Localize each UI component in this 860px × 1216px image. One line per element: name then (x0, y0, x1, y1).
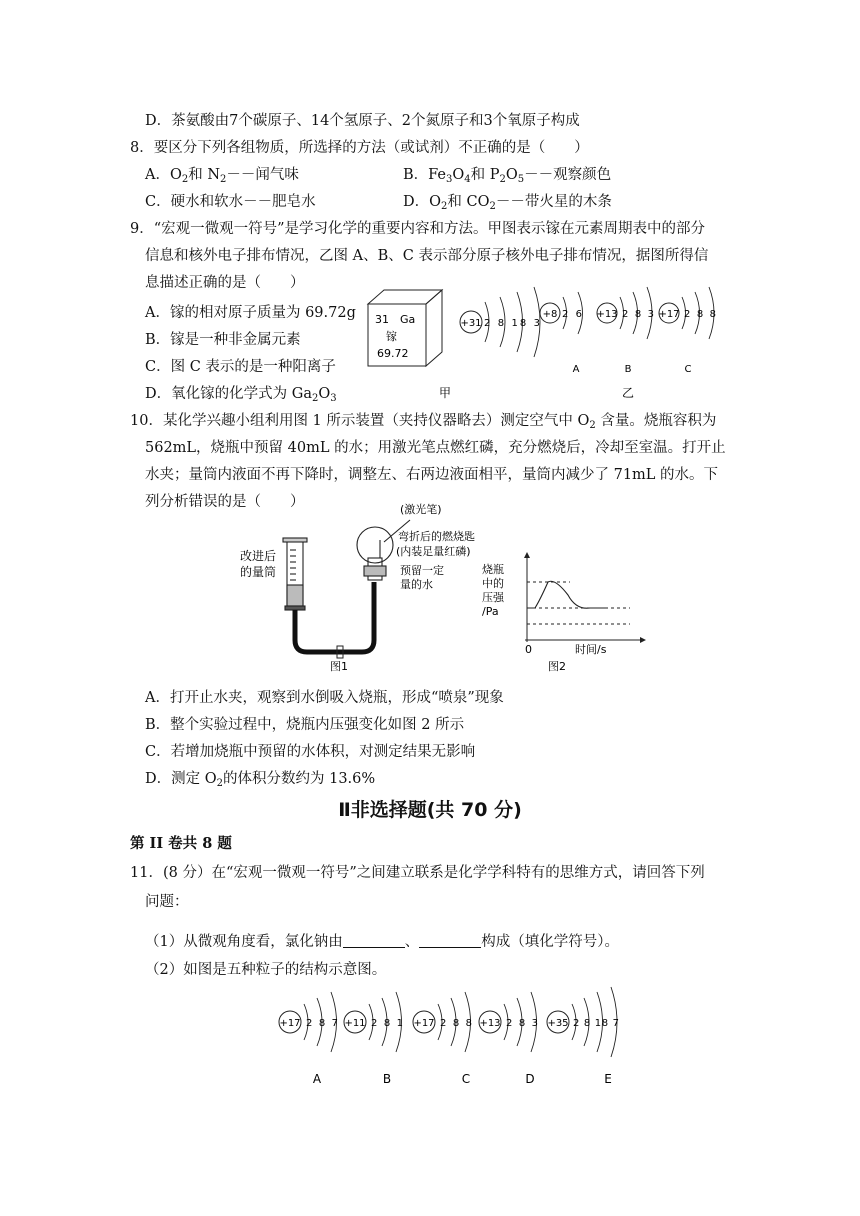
rubber-tube (295, 582, 374, 652)
svg-text:+13: +13 (479, 1018, 501, 1029)
label-a: A (572, 364, 580, 375)
particle-c (413, 992, 472, 1086)
ga-symbol: Ga (400, 313, 416, 326)
q9-stem-line3: 息描述正确的是（ ） (145, 275, 305, 291)
fig-water-label-2: 量的水 (400, 578, 433, 591)
label-c: C (684, 364, 692, 375)
q11-particles-figure (270, 985, 650, 1090)
q9-option-a: A．镓的相对原子质量为 69.72g (145, 305, 356, 321)
answer-blank-1[interactable] (343, 933, 405, 948)
q11-part1: （1）从微观角度看，氯化钠由 、 构成（填化学符号）。 (145, 934, 619, 950)
atom-c-shells: 2 8 8 (684, 309, 716, 320)
svg-text:D: D (525, 1072, 535, 1086)
atom-b-shells: 2 8 3 (622, 309, 654, 320)
q10-stem-line1: 10．某化学兴趣小组利用图 1 所示装置（夹持仪器略去）测定空气中 $O_2$ 含量。烧瓶容积为 (130, 413, 717, 431)
atom-b-nucleus: +13 (596, 309, 618, 320)
particle-b (344, 992, 403, 1086)
answer-blank-2[interactable] (419, 933, 481, 948)
svg-text:2 8 18 7: 2 8 18 7 (573, 1018, 619, 1029)
fig1-caption: 图1 (330, 660, 348, 673)
graduated-cylinder (283, 538, 307, 610)
y-label-4: /Pa (482, 605, 499, 618)
particle-d (479, 992, 538, 1086)
svg-text:C: C (461, 1072, 471, 1086)
label-b: B (624, 364, 632, 375)
section-title: Ⅱ非选择题(共 70 分) (338, 799, 522, 821)
fig-cylinder-label-2: 的量筒 (240, 565, 277, 579)
q8-option-d: D．$O_2$和 $CO_2--$带火星的木条 (403, 194, 612, 212)
ga-name: 镓 (386, 330, 397, 343)
svg-text:2 8 1: 2 8 1 (371, 1018, 403, 1029)
q8-option-a: A．$O_2$和 $N_2--$闻气味 (145, 167, 299, 185)
label-yi: 乙 (621, 386, 635, 400)
fig-spoon-label-1: 弯折后的燃烧匙 (398, 530, 475, 543)
q10-option-c: C．若增加烧瓶中预留的水体积，对测定结果无影响 (145, 744, 476, 760)
q10-stem-line4: 列分析错误的是（ ） (145, 494, 305, 510)
svg-text:+17: +17 (413, 1018, 435, 1029)
svg-text:E: E (604, 1072, 612, 1086)
fig-laser-label: (激光笔) (400, 503, 442, 516)
atom-a-shells: 2 6 (562, 309, 582, 320)
svg-text:B: B (382, 1072, 392, 1086)
ga-nucleus-label: +31 (460, 318, 482, 329)
ga-shell-electrons: 2 8 18 3 (484, 318, 540, 329)
q9-option-d: D．氧化镓的化学式为 $Ga_2O_3$ (145, 386, 337, 404)
atom-b-diagram (596, 287, 654, 339)
q10-figure (230, 500, 650, 680)
fig-spoon-label-2: (内装足量红磷) (396, 545, 471, 558)
atom-a-diagram (540, 292, 583, 334)
q8-option-b: B．$Fe_3O_4$和 $P_2O_5--$观察颜色 (403, 167, 612, 185)
origin-label: 0 (525, 643, 532, 656)
q10-option-b: B．整个实验过程中，烧瓶内压强变化如图 2 所示 (145, 717, 465, 733)
y-label-1: 烧瓶 (482, 563, 504, 576)
fig-cylinder-label-1: 改进后 (240, 549, 277, 563)
x-label: 时间/s (575, 643, 607, 656)
atom-a-nucleus: +8 (542, 309, 558, 320)
q11-stem-line2: 问题： (145, 894, 189, 910)
atom-c-nucleus: +17 (658, 309, 680, 320)
y-label-3: 压强 (482, 591, 504, 604)
fig2-caption: 图2 (548, 660, 566, 673)
q9-figure (360, 280, 740, 405)
svg-text:+11: +11 (344, 1018, 366, 1029)
q9-option-c: C．图 C 表示的是一种阳离子 (145, 359, 336, 375)
svg-text:2 8 3: 2 8 3 (506, 1018, 538, 1029)
atom-c-diagram (658, 287, 716, 339)
svg-text:2 8 8: 2 8 8 (440, 1018, 472, 1029)
q7-option-d: D．茶氨酸由7个碳原子、14个氢原子、2个氮原子和3个氧原子构成 (145, 113, 580, 129)
q10-stem-line3: 水夹；量筒内液面不再下降时，调整左、右两边液面相平，量筒内减少了 71mL 的水。下 (145, 467, 719, 483)
q9-stem-line1: 9．“宏观一微观一符号”是学习化学的重要内容和方法。甲图表示镓在元素周期表中的部分 (130, 221, 706, 237)
section-subtitle: 第 II 卷共 8 题 (130, 835, 232, 852)
label-jia: 甲 (438, 386, 452, 400)
svg-text:+35: +35 (547, 1018, 569, 1029)
q11-stem-line1: 11．(8 分）在“宏观一微观一符号”之间建立联系是化学学科特有的思维方式，请回答下列 (130, 865, 705, 881)
q10-option-d: D．测定 $O_2$的体积分数约为 13.6% (145, 771, 376, 789)
y-label-2: 中的 (482, 577, 504, 590)
q10-option-a: A．打开止水夹，观察到水倒吸入烧瓶，形成“喷泉”现象 (145, 690, 504, 706)
q9-stem-line2: 信息和核外电子排布情况，乙图 A、B、C 表示部分原子核外电子排布情况，据图所得信 (145, 248, 709, 264)
fig-water-label-1: 预留一定 (400, 564, 444, 577)
ga-mass: 69.72 (377, 347, 409, 360)
particle-e (547, 987, 619, 1086)
q8-option-c: C．硬水和软水－－肥皂水 (145, 194, 316, 210)
svg-text:+17: +17 (279, 1018, 301, 1029)
q8-stem: 8．要区分下列各组物质，所选择的方法（或试剂）不正确的是（ ） (130, 140, 589, 156)
svg-text:A: A (312, 1072, 322, 1086)
q10-stem-line2: 562mL，烧瓶中预留 40mL 的水；用激光笔点燃红磷，充分燃烧后，冷却至室温。打开止 (145, 440, 726, 456)
ga-atomic-number: 31 (375, 313, 389, 326)
particle-a (279, 992, 338, 1086)
q9-option-b: B．镓是一种非金属元素 (145, 332, 301, 348)
pressure-graph (482, 552, 646, 656)
svg-text:2 8 7: 2 8 7 (306, 1018, 338, 1029)
gallium-atom-diagram (460, 287, 540, 357)
q11-part2: （2）如图是五种粒子的结构示意图。 (145, 962, 387, 978)
